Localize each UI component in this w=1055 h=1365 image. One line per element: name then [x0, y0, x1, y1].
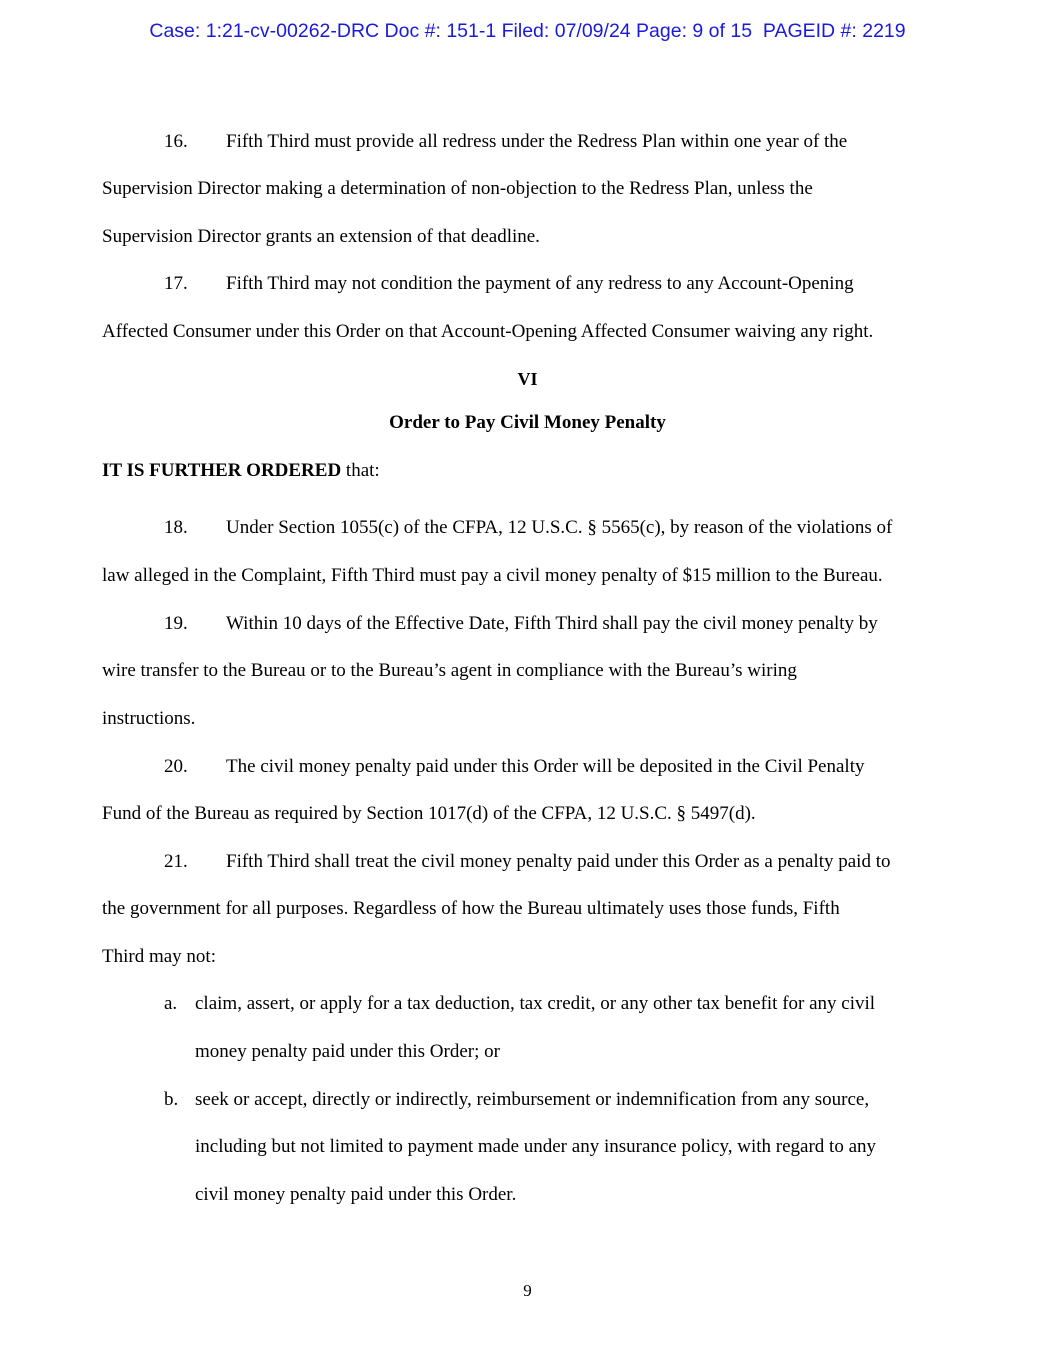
paragraph-21-line-2: the government for all purposes. Regardless of how the Bureau ultimately uses those funds, Fifth — [102, 898, 840, 919]
paragraph-17-number: 17. — [164, 273, 188, 294]
paragraph-18-number: 18. — [164, 517, 188, 538]
list-item-b-label: b. — [164, 1089, 179, 1110]
paragraph-20-line-2: Fund of the Bureau as required by Section 1017(d) of the CFPA, 12 U.S.C. § 5497(d). — [102, 803, 756, 824]
paragraph-16-line-2: Supervision Director making a determination of non-objection to the Redress Plan, unless the — [102, 178, 813, 199]
paragraph-19-line-3: instructions. — [102, 708, 196, 729]
paragraph-16-line-3: Supervision Director grants an extension of that deadline. — [102, 226, 540, 247]
list-item-a-label: a. — [164, 993, 178, 1014]
paragraph-21-line-3: Third may not: — [102, 946, 216, 967]
paragraph-19-line-1: Within 10 days of the Effective Date, Fifth Third shall pay the civil money penalty by — [226, 613, 878, 634]
further-ordered-rest: that: — [341, 460, 380, 481]
paragraph-16-line-1: Fifth Third must provide all redress under the Redress Plan within one year of the — [226, 131, 848, 152]
paragraph-17-line-1: Fifth Third may not condition the payment of any redress to any Account-Opening — [226, 273, 854, 294]
case-header-stamp: Case: 1:21-cv-00262-DRC Doc #: 151-1 Filed: 07/09/24 Page: 9 of 15 PAGEID #: 2219 — [149, 20, 906, 42]
paragraph-19-number: 19. — [164, 613, 188, 634]
paragraph-20-line-1: The civil money penalty paid under this Order will be deposited in the Civil Penalty — [226, 756, 865, 777]
paragraph-16-number: 16. — [164, 131, 188, 152]
list-item-b-line-1: seek or accept, directly or indirectly, reimbursement or indemnification from any source, — [195, 1089, 870, 1110]
section-title: Order to Pay Civil Money Penalty — [389, 412, 666, 433]
list-item-a-line-1: claim, assert, or apply for a tax deduction, tax credit, or any other tax benefit for any civil — [195, 993, 876, 1014]
paragraph-21-line-1: Fifth Third shall treat the civil money penalty paid under this Order as a penalty paid to — [226, 851, 891, 872]
paragraph-21-number: 21. — [164, 851, 188, 872]
further-ordered-clause — [102, 459, 380, 483]
further-ordered-bold: IT IS FURTHER ORDERED — [102, 460, 342, 481]
paragraph-20-number: 20. — [164, 756, 188, 777]
list-item-b-line-3: civil money penalty paid under this Order. — [195, 1184, 517, 1205]
paragraph-18-line-2: law alleged in the Complaint, Fifth Third must pay a civil money penalty of $15 million to the Bureau. — [102, 565, 883, 586]
paragraph-19-line-2: wire transfer to the Bureau or to the Bureau’s agent in compliance with the Bureau’s wiring — [102, 660, 797, 681]
paragraph-18-line-1: Under Section 1055(c) of the CFPA, 12 U.S.C. § 5565(c), by reason of the violations of — [226, 517, 893, 538]
list-item-a-line-2: money penalty paid under this Order; or — [195, 1041, 500, 1062]
section-numeral: VI — [517, 369, 538, 389]
page-number: 9 — [523, 1281, 532, 1300]
list-item-b-line-2: including but not limited to payment made under any insurance policy, with regard to any — [195, 1136, 877, 1157]
paragraph-17-line-2: Affected Consumer under this Order on that Account-Opening Affected Consumer waiving any right. — [102, 321, 874, 342]
